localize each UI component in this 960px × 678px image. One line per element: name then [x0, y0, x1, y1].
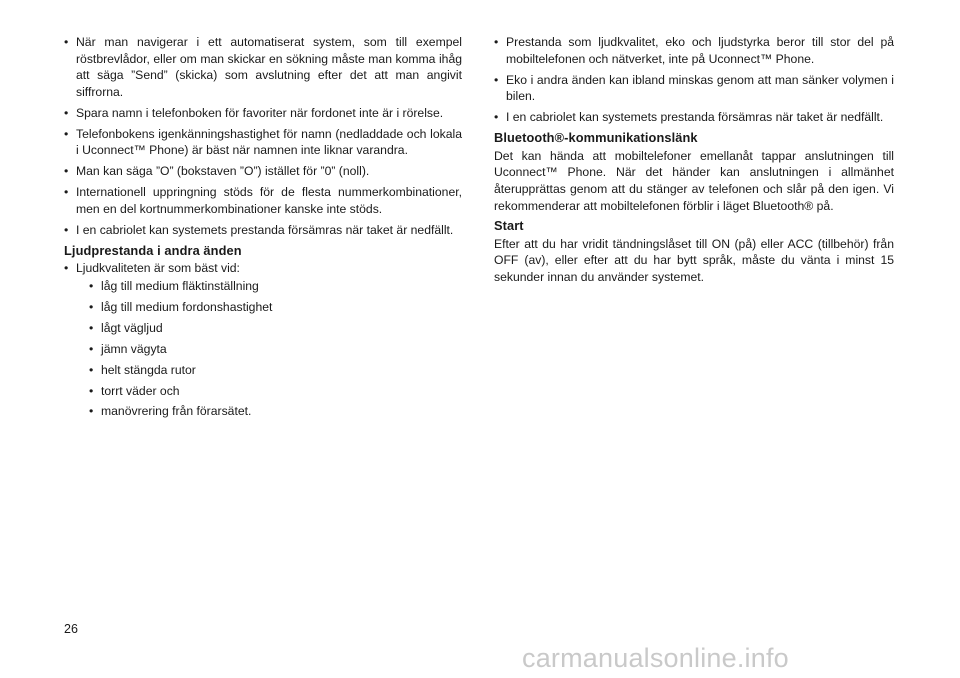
right-column [494, 34, 894, 289]
sub-list-item: • torrt väder och [89, 383, 462, 400]
watermark-text: carmanualsonline.info [522, 643, 789, 673]
list-item: • Telefonbokens igenkänningshastighet för namn (nedladdade och lokala i Uconnect™ Phone) är bäst när namnen inte liknar varandra. [64, 126, 462, 159]
section-heading-bluetooth: Bluetooth®-kommunikationslänk [494, 130, 698, 146]
section-heading-audio-performance: Ljudprestanda i andra änden [64, 242, 242, 258]
left-column [64, 34, 462, 424]
sub-list-item: • helt stängda rutor [89, 362, 462, 379]
list-item: • Man kan säga ”O” (bokstaven ”O”) istället för ”0” (noll). [64, 163, 462, 180]
list-item: • När man navigerar i ett automatiserat system, som till exempel röstbrevlådor, eller om man skickar en sökning måste man komma ihåg att säga ”Send” (skicka) som avslutning efter det att man angivit siffrorna. [64, 34, 462, 100]
list-item: • Internationell uppringning stöds för de flesta nummerkombinationer, men en del kortnummerkombinationer kanske inte stöds. [64, 184, 462, 217]
sub-list [76, 278, 462, 420]
list-item: • I en cabriolet kan systemets prestanda försämras när taket är nedfällt. [64, 222, 462, 239]
list-item: • Prestanda som ljudkvalitet, eko och ljudstyrka beror till stor del på mobiltelefonen och nätverket, inte på Uconnect™ Phone. [494, 34, 894, 67]
list-item: • I en cabriolet kan systemets prestanda försämras när taket är nedfällt. [494, 109, 894, 126]
sub-list-item: • låg till medium fordonshastighet [89, 299, 462, 316]
section-heading-start: Start [494, 218, 524, 234]
list-item: • Ljudkvaliteten är som bäst vid: • låg till medium fläktinställning • låg till medium fordonshastighet • lågt vägljud • jämn vägyta • helt stängda rutor • torrt väder och • manövrering från förarsätet. [64, 260, 462, 420]
bluetooth-paragraph: Det kan hända att mobiltelefoner emellanåt tappar anslutningen till Uconnect™ Phone. När det händer kan anslutningen i allmänhet återupprättas genom att du stänger av telefonen och slår på den igen. Vi rekommenderar att mobiltelefonen förblir i läget Bluetooth® på. [494, 148, 894, 213]
start-paragraph: Efter att du har vridit tändningslåset till ON (på) eller ACC (tillbehör) från OFF (av), eller efter att du har bytt språk, måste du vänta i minst 15 sekunder innan du använder systemet. [494, 236, 894, 284]
list-item: • Eko i andra änden kan ibland minskas genom att man sänker volymen i bilen. [494, 72, 894, 105]
page-number: 26 [64, 622, 78, 636]
sub-list-item: • jämn vägyta [89, 341, 462, 358]
list-item: • Spara namn i telefonboken för favoriter när fordonet inte är i rörelse. [64, 105, 462, 122]
sub-list-item: • manövrering från förarsätet. [89, 403, 462, 420]
sub-list-item: • låg till medium fläktinställning [89, 278, 462, 295]
sub-list-item: • lågt vägljud [89, 320, 462, 337]
